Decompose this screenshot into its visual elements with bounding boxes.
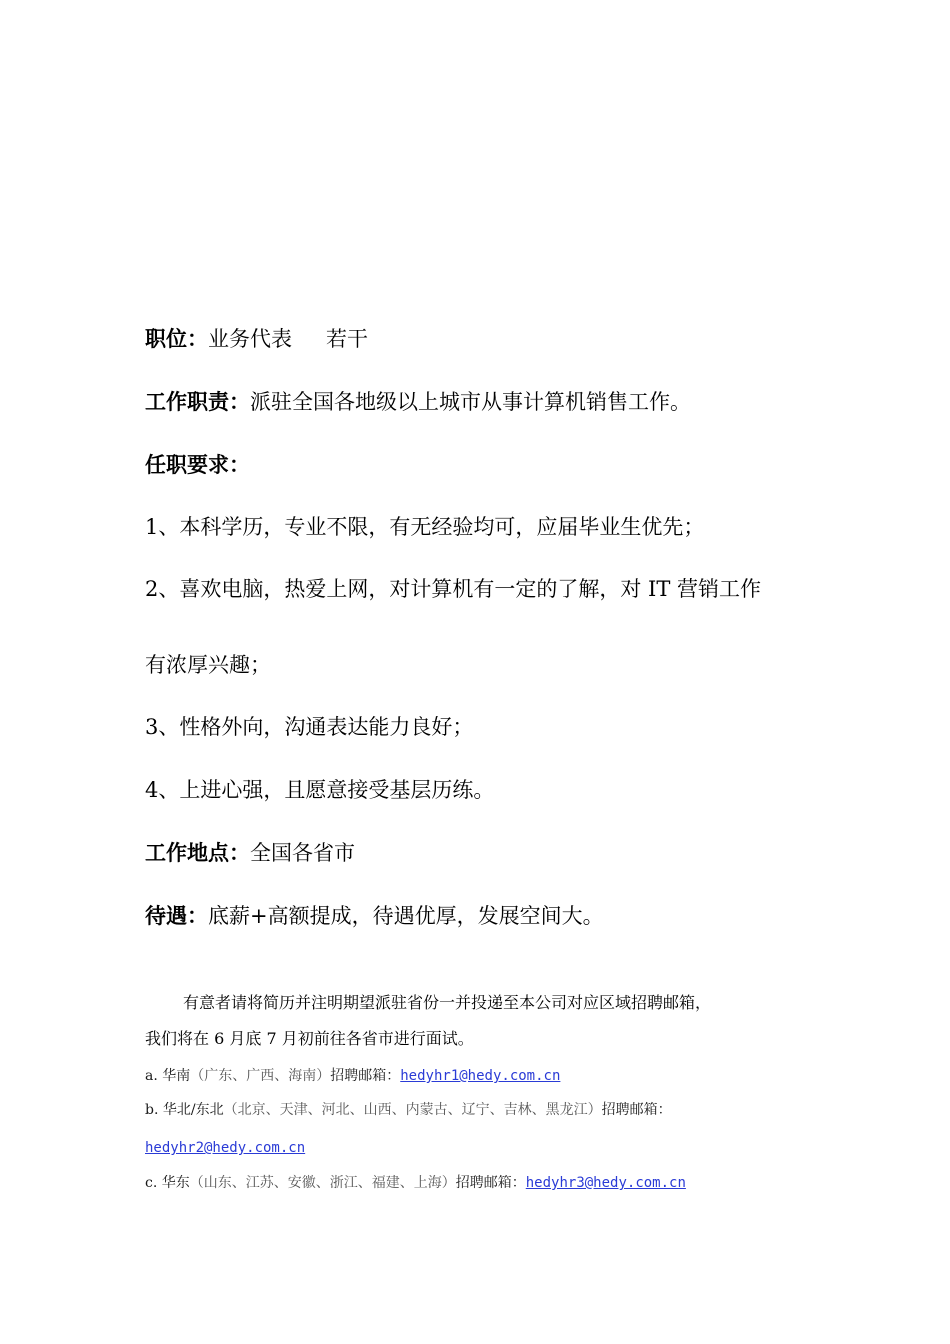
- region-a-prefix: a. 华南: [145, 1068, 191, 1084]
- application-line-2: 我们将在 6 月底 7 月初前往各省市进行面试。: [145, 1029, 474, 1048]
- region-c-email-link[interactable]: hedyhr3@hedy.com.cn: [525, 1175, 686, 1191]
- requirement-item-1: 1、本科学历，专业不限，有无经验均可，应届毕业生优先；: [145, 515, 705, 539]
- region-a-mail-label: 招聘邮箱：: [330, 1068, 401, 1084]
- benefits-line: [145, 902, 604, 930]
- region-item-a: [145, 1065, 560, 1087]
- position-value: 业务代表: [208, 327, 292, 351]
- application-line-1: 有意者请将简历并注明期望派驻省份一并投递至本公司对应区域招聘邮箱，: [183, 993, 712, 1012]
- benefits-label: 待遇：: [145, 903, 208, 928]
- requirement-item-2: 2、喜欢电脑，热爱上网，对计算机有一定的了解，对 IT 营销工作: [145, 577, 762, 601]
- requirement-item-3: 3、性格外向，沟通表达能力良好；: [145, 715, 474, 739]
- region-b-prefix: b. 华北/东北: [145, 1102, 224, 1118]
- region-a-email-link[interactable]: hedyhr1@hedy.com.cn: [400, 1068, 561, 1084]
- duties-value: 派驻全国各地级以上城市从事计算机销售工作。: [250, 390, 691, 414]
- region-item-b: [145, 1099, 672, 1121]
- region-c-provinces: （山东、江苏、安徽、浙江、福建、上海）: [189, 1175, 456, 1191]
- position-line: [145, 325, 368, 353]
- location-label: 工作地点：: [145, 840, 250, 865]
- region-b-mail-label: 招聘邮箱：: [601, 1102, 672, 1118]
- duties-line: [145, 388, 691, 416]
- region-c-mail-label: 招聘邮箱：: [455, 1175, 526, 1191]
- region-c-prefix: c. 华东: [145, 1175, 190, 1191]
- region-a-provinces: （广东、广西、海南）: [190, 1068, 331, 1084]
- location-line: [145, 839, 355, 867]
- position-label: 职位：: [145, 326, 208, 351]
- region-item-c: [145, 1172, 686, 1194]
- duties-label: 工作职责：: [145, 389, 250, 414]
- benefits-value: 底薪+高额提成，待遇优厚，发展空间大。: [208, 904, 604, 928]
- location-value: 全国各省市: [250, 841, 355, 865]
- requirement-item-4: 4、上进心强，且愿意接受基层历练。: [145, 778, 495, 802]
- region-b-provinces: （北京、天津、河北、山西、内蒙古、辽宁、吉林、黑龙江）: [223, 1102, 602, 1118]
- requirement-item-2-cont: 有浓厚兴趣；: [145, 653, 271, 677]
- position-count: 若干: [326, 327, 368, 351]
- region-b-email-link[interactable]: hedyhr2@hedy.com.cn: [145, 1140, 306, 1156]
- region-b-email-line: [145, 1137, 305, 1159]
- requirements-heading: 任职要求：: [145, 452, 250, 477]
